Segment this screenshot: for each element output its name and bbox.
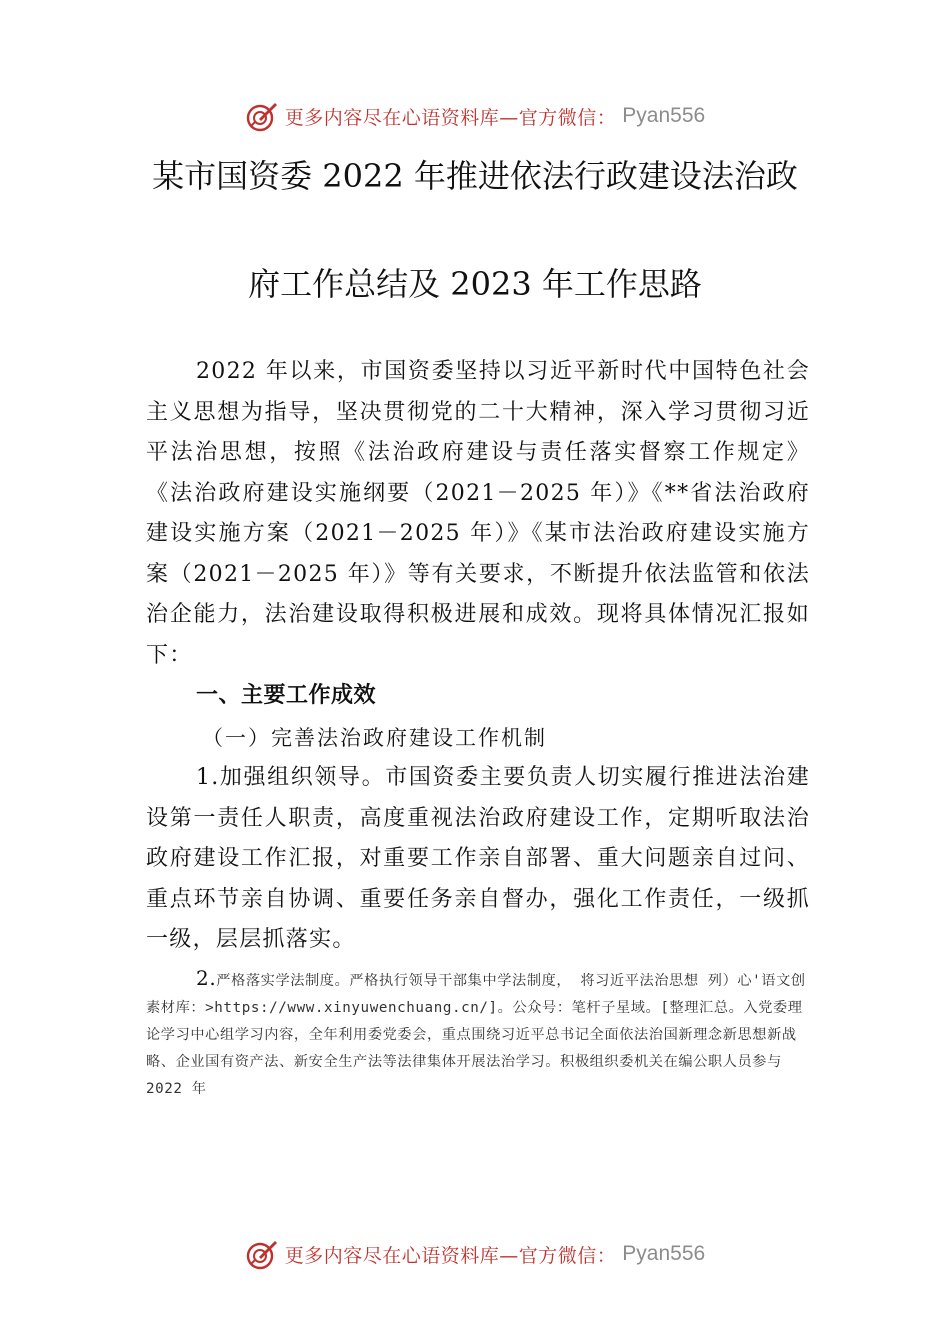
document-title-line-2: 府工作总结及 2023 年工作思路 <box>248 265 702 303</box>
banner-wechat-id: Pyan556 <box>622 104 706 127</box>
footer-watermark-banner <box>0 1234 950 1274</box>
subsection-heading: （一）完善法治政府建设工作机制 <box>202 726 547 750</box>
item-2-paragraph <box>146 965 810 1103</box>
pen-logo-icon <box>245 99 279 133</box>
item-2-text: 严格落实学法制度。严格执行领导干部集中学法制度， 将习近平法治思想 列）心'语文创素材库：>https://www.xinyuwenchuang.cn/]。公众号：笔杆子星域。[整理汇总。入党委理论学习中心组学习内容，全年利用委党委会，重点围绕习近平总书记全面依法治国新理念新思想新战略、企业国有资产法、新安全生产法等法律集体开展法治学习。积极组织委机关在编公职人员参与 2022 年 <box>146 972 806 1097</box>
item-2-number: 2. <box>196 965 217 990</box>
document-title-line-1: 某市国资委 2022 年推进依法行政建设法治政 <box>152 157 798 195</box>
banner-text: 更多内容尽在心语资料库—官方微信： <box>284 106 617 129</box>
document-body <box>146 352 810 1103</box>
pen-logo-icon <box>245 1237 279 1271</box>
banner-wechat-id: Pyan556 <box>622 1242 706 1265</box>
item-1-paragraph: 1.加强组织领导。市国资委主要负责人切实履行推进法治建设第一责任人职责，高度重视法治政府建设工作，定期听取法治政府建设工作汇报，对重要工作亲自部署、重大问题亲自过问、重点环节亲自协调、重要任务亲自督办，强化工作责任，一级抓一级，层层抓落实。 <box>146 765 810 952</box>
intro-paragraph: 2022 年以来，市国资委坚持以习近平新时代中国特色社会主义思想为指导，坚决贯彻党的二十大精神，深入学习贯彻习近平法治思想，按照《法治政府建设与责任落实督察工作规定》《法治政府建设实施纲要（2021－2025 年）》《**省法治政府建设实施方案（2021－2025 年）》《某市法治政府建设实施方案（2021－2025 年）》等有关要求，不断提升依法监管和依法治企能力，法治建设取得积极进展和成效。现将具体情况汇报如下： <box>146 359 810 668</box>
banner-text: 更多内容尽在心语资料库—官方微信： <box>284 1244 617 1267</box>
section-heading: 一、主要工作成效 <box>196 683 377 708</box>
header-watermark-banner <box>0 96 950 136</box>
